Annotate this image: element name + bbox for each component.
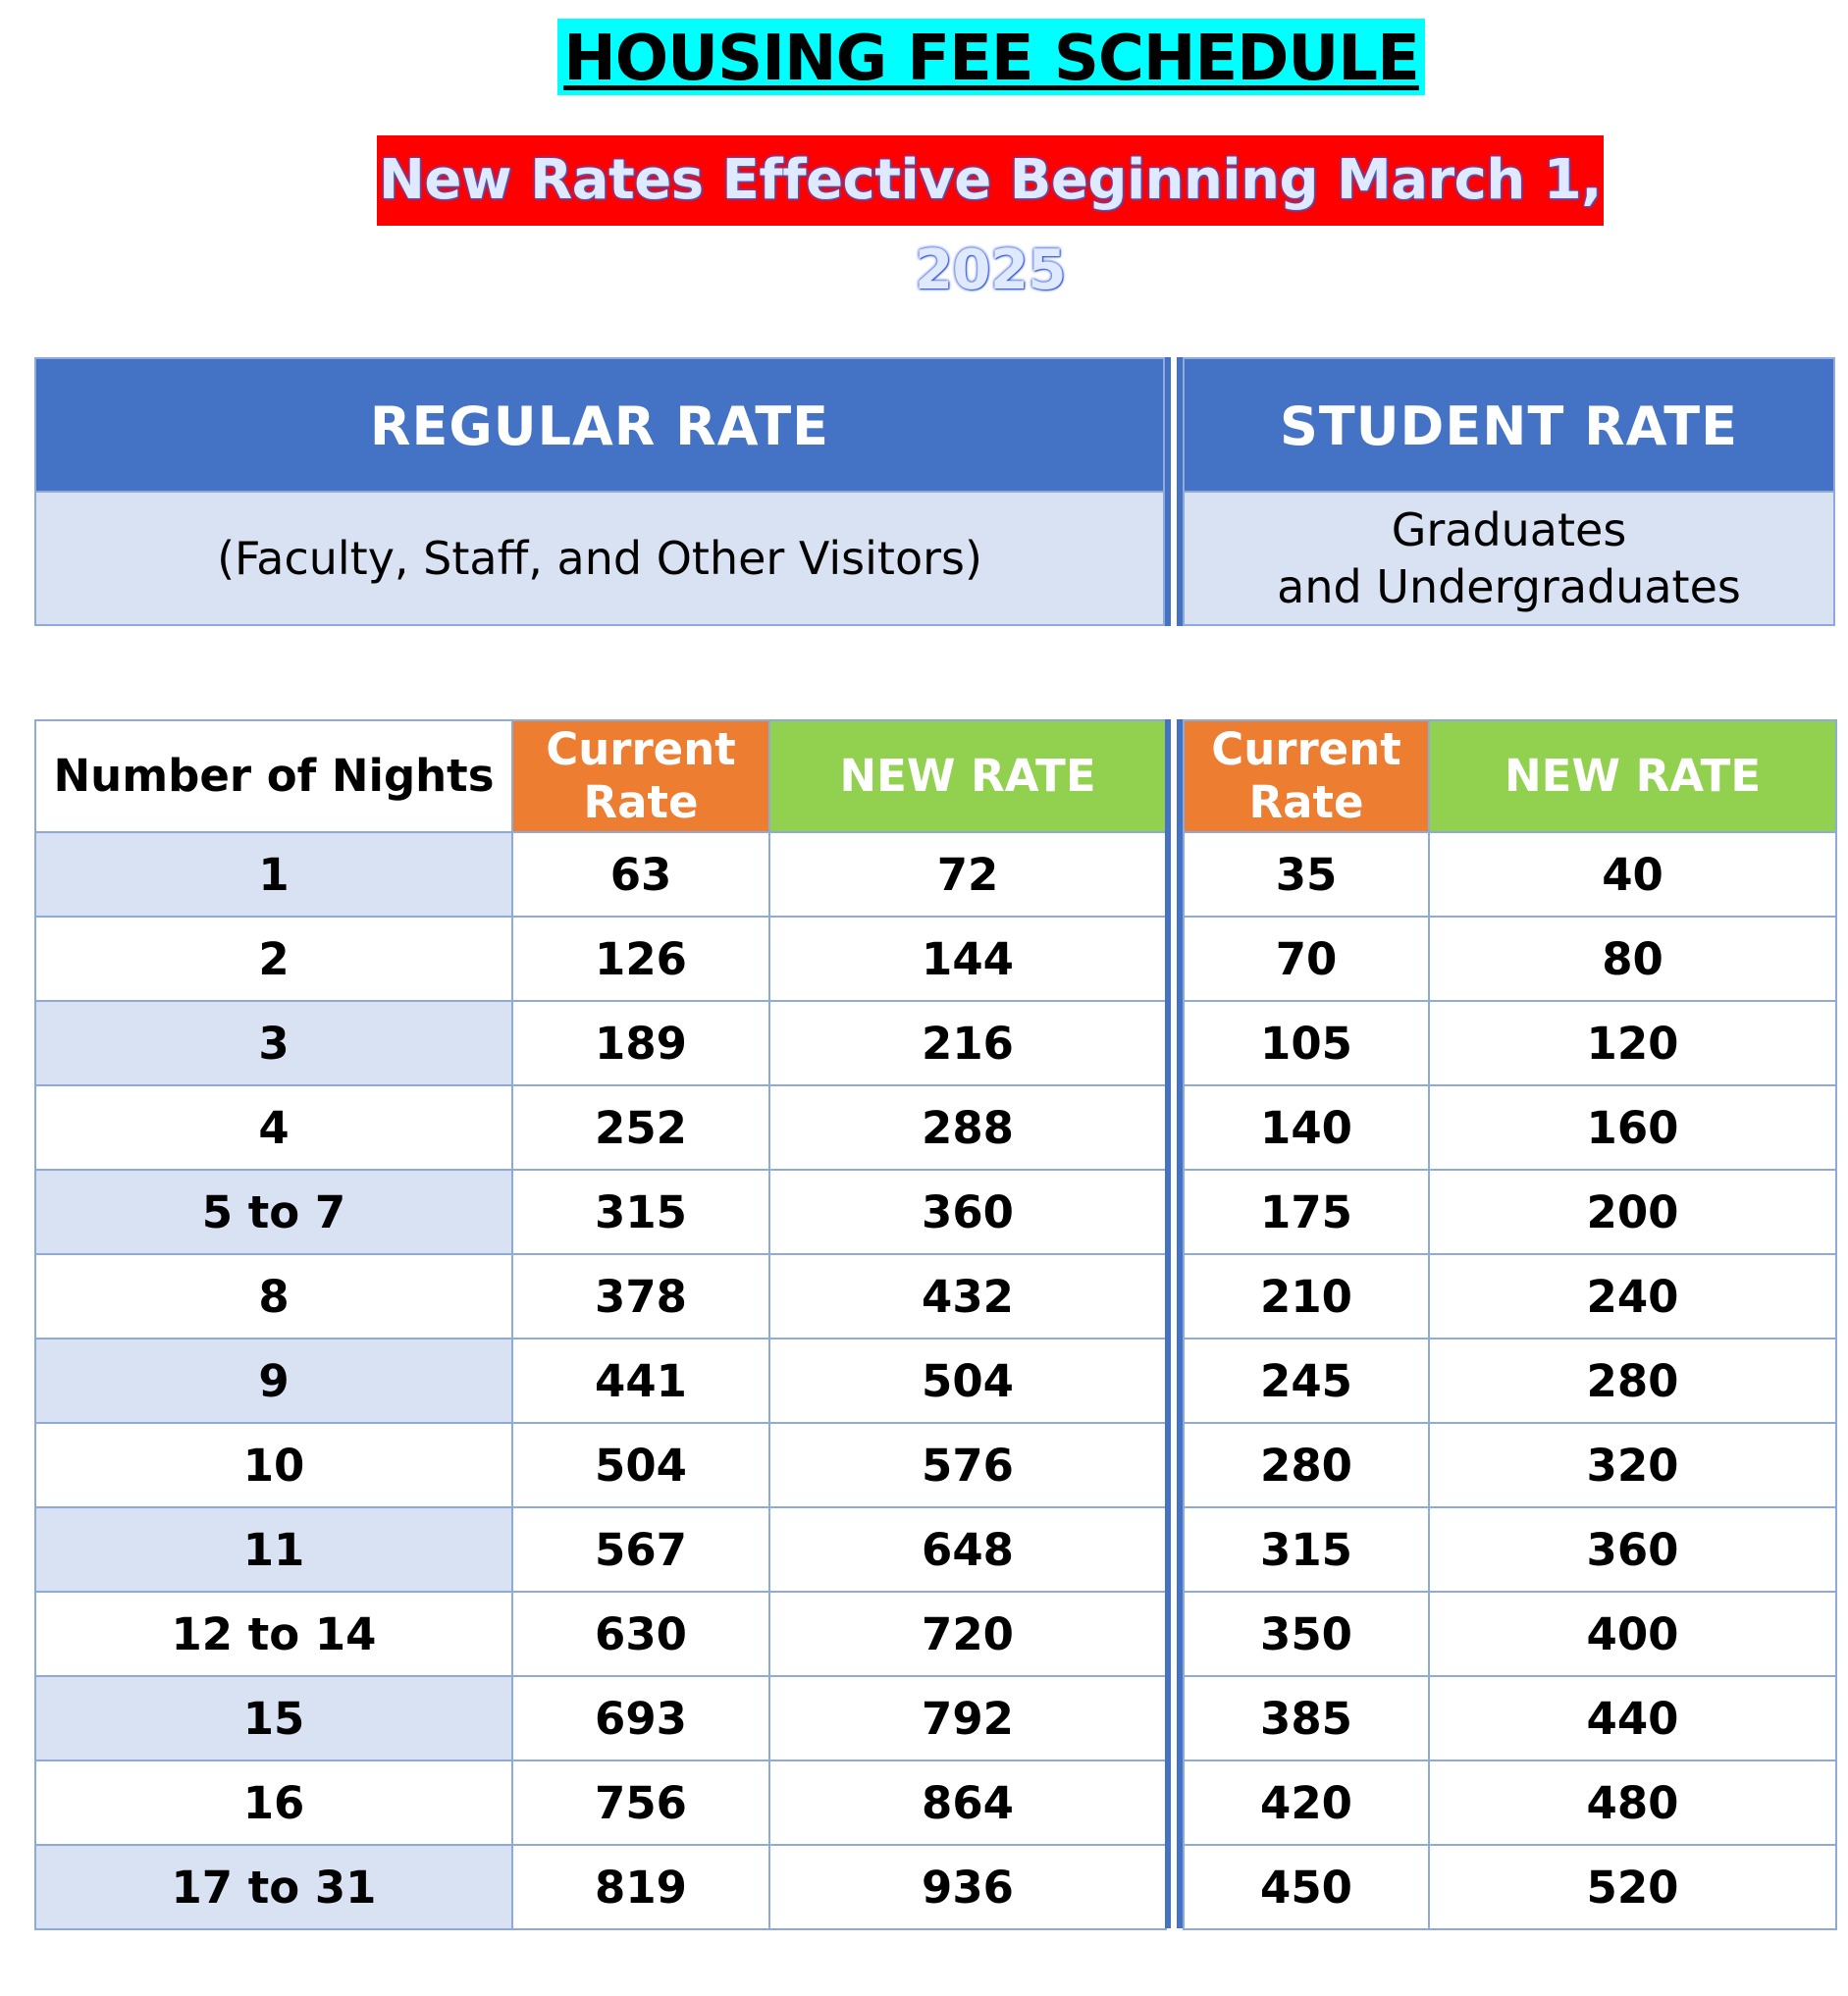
regular-current-rate-cell: 378	[512, 1254, 769, 1339]
table-row	[1184, 1085, 1836, 1170]
regular-current-rate-cell: 504	[512, 1423, 769, 1507]
table-row	[35, 1507, 1166, 1592]
table-row	[1184, 1760, 1836, 1845]
student-current-rate-cell: 245	[1184, 1339, 1429, 1423]
regular-current-rate-cell: 819	[512, 1845, 769, 1929]
student-new-rate-cell: 480	[1429, 1760, 1836, 1845]
nights-cell: 9	[35, 1339, 512, 1423]
student-new-rate-cell: 280	[1429, 1339, 1836, 1423]
nights-cell: 5 to 7	[35, 1170, 512, 1254]
table-row	[1184, 1339, 1836, 1423]
regular-new-rate-cell: 216	[769, 1001, 1166, 1085]
table-row	[35, 1676, 1166, 1760]
student-current-rate-cell: 350	[1184, 1592, 1429, 1676]
student-current-rate-cell: 105	[1184, 1001, 1429, 1085]
regular-new-rate-cell: 864	[769, 1760, 1166, 1845]
nights-cell: 1	[35, 832, 512, 917]
student-rate-category	[1183, 357, 1835, 626]
student-new-rate-cell: 40	[1429, 832, 1836, 917]
regular-rate-table	[34, 719, 1167, 1930]
table-row	[1184, 1507, 1836, 1592]
regular-new-rate-cell: 504	[769, 1339, 1166, 1423]
regular-new-rate-cell: 792	[769, 1676, 1166, 1760]
regular-new-rate-cell: 432	[769, 1254, 1166, 1339]
regular-current-rate-cell: 441	[512, 1339, 769, 1423]
student-current-rate-cell: 70	[1184, 917, 1429, 1001]
regular-new-rate-header: NEW RATE	[769, 720, 1166, 832]
regular-new-rate-cell: 576	[769, 1423, 1166, 1507]
student-current-rate-cell: 315	[1184, 1507, 1429, 1592]
table-row	[1184, 1676, 1836, 1760]
regular-rate-description: (Faculty, Staff, and Other Visitors)	[34, 493, 1165, 626]
table-row	[1184, 1423, 1836, 1507]
student-current-rate-cell: 420	[1184, 1760, 1429, 1845]
table-row	[35, 1254, 1166, 1339]
regular-new-rate-cell: 936	[769, 1845, 1166, 1929]
table-row	[35, 1592, 1166, 1676]
student-rate-table	[1183, 719, 1837, 1930]
student-current-rate-cell: 175	[1184, 1170, 1429, 1254]
regular-new-rate-cell: 72	[769, 832, 1166, 917]
table-row	[35, 917, 1166, 1001]
table-row	[1184, 1170, 1836, 1254]
student-current-rate-cell: 385	[1184, 1676, 1429, 1760]
title-container	[0, 19, 1848, 95]
table-row	[35, 1339, 1166, 1423]
category-divider	[1165, 357, 1183, 626]
student-new-rate-cell: 240	[1429, 1254, 1836, 1339]
table-row	[35, 1845, 1166, 1929]
student-new-rate-cell: 400	[1429, 1592, 1836, 1676]
table-row	[35, 1170, 1166, 1254]
table-row	[35, 1760, 1166, 1845]
nights-cell: 16	[35, 1760, 512, 1845]
table-row	[1184, 1001, 1836, 1085]
nights-cell: 8	[35, 1254, 512, 1339]
nights-cell: 11	[35, 1507, 512, 1592]
nights-cell: 15	[35, 1676, 512, 1760]
regular-current-rate-cell: 756	[512, 1760, 769, 1845]
student-new-rate-cell: 200	[1429, 1170, 1836, 1254]
student-new-rate-cell: 320	[1429, 1423, 1836, 1507]
regular-new-rate-cell: 288	[769, 1085, 1166, 1170]
table-row	[35, 1001, 1166, 1085]
nights-cell: 2	[35, 917, 512, 1001]
page-title: HOUSING FEE SCHEDULE	[557, 19, 1425, 95]
regular-current-rate-cell: 63	[512, 832, 769, 917]
student-current-rate-cell: 450	[1184, 1845, 1429, 1929]
student-new-rate-cell: 120	[1429, 1001, 1836, 1085]
student-rate-description: Graduates and Undergraduates	[1183, 493, 1835, 626]
student-current-rate-cell: 280	[1184, 1423, 1429, 1507]
regular-current-rate-cell: 252	[512, 1085, 769, 1170]
student-new-rate-cell: 360	[1429, 1507, 1836, 1592]
student-table-header-row	[1184, 720, 1836, 832]
regular-current-rate-cell: 315	[512, 1170, 769, 1254]
nights-cell: 17 to 31	[35, 1845, 512, 1929]
table-row	[1184, 917, 1836, 1001]
table-row	[1184, 1592, 1836, 1676]
table-divider	[1165, 719, 1183, 1928]
student-rate-heading: STUDENT RATE	[1183, 357, 1835, 493]
student-new-rate-cell: 520	[1429, 1845, 1836, 1929]
nights-cell: 3	[35, 1001, 512, 1085]
table-row	[35, 1085, 1166, 1170]
page-subtitle: New Rates Effective Beginning March 1, 2025	[379, 148, 1602, 302]
regular-current-rate-header: Current Rate	[512, 720, 769, 832]
table-row	[1184, 1845, 1836, 1929]
regular-current-rate-cell: 567	[512, 1507, 769, 1592]
subtitle-banner	[377, 135, 1604, 302]
regular-current-rate-cell: 693	[512, 1676, 769, 1760]
table-row	[1184, 832, 1836, 917]
table-row	[35, 1423, 1166, 1507]
student-new-rate-header: NEW RATE	[1429, 720, 1836, 832]
table-row	[1184, 1254, 1836, 1339]
regular-new-rate-cell: 648	[769, 1507, 1166, 1592]
student-new-rate-cell: 160	[1429, 1085, 1836, 1170]
student-new-rate-cell: 440	[1429, 1676, 1836, 1760]
regular-new-rate-cell: 720	[769, 1592, 1166, 1676]
student-current-rate-header: Current Rate	[1184, 720, 1429, 832]
table-row	[35, 832, 1166, 917]
nights-cell: 12 to 14	[35, 1592, 512, 1676]
student-current-rate-cell: 140	[1184, 1085, 1429, 1170]
regular-current-rate-cell: 630	[512, 1592, 769, 1676]
regular-new-rate-cell: 360	[769, 1170, 1166, 1254]
regular-table-header-row	[35, 720, 1166, 832]
regular-rate-heading: REGULAR RATE	[34, 357, 1165, 493]
nights-cell: 10	[35, 1423, 512, 1507]
student-current-rate-cell: 35	[1184, 832, 1429, 917]
student-current-rate-cell: 210	[1184, 1254, 1429, 1339]
student-new-rate-cell: 80	[1429, 917, 1836, 1001]
regular-new-rate-cell: 144	[769, 917, 1166, 1001]
nights-cell: 4	[35, 1085, 512, 1170]
regular-current-rate-cell: 189	[512, 1001, 769, 1085]
regular-current-rate-cell: 126	[512, 917, 769, 1001]
nights-column-header: Number of Nights	[35, 720, 512, 832]
regular-rate-category	[34, 357, 1165, 626]
